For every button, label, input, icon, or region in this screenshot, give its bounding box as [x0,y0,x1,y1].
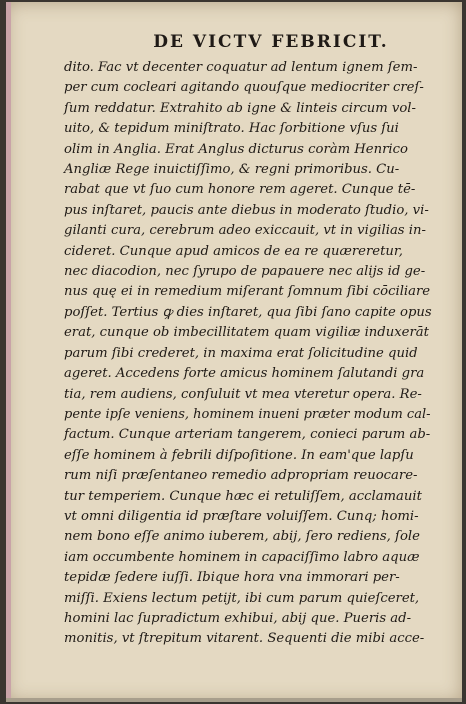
text-line: poſſet. Tertius ꝙ dies inſtaret, qua ſibi ſano capite opus [64,304,432,320]
text-line: iam occumbente hominem in capaciſſimo labro aquæ [64,549,420,565]
text-line: pente ipſe veniens, hominem inueni præter modum cal- [64,406,431,422]
text-line: eſſe hominem à febrili diſpoſitione. In eam'que lapſu [64,447,414,463]
text-line: rum niſi præſentaneo remedio adpropriam reuocare- [64,468,418,484]
text-line: tia, rem audiens, conſuluit vt mea vteretur opera. Re- [64,386,422,402]
text-line: tur temperiem. Cunque hæc ei retuliſſem, acclamauit [64,488,422,504]
text-line: cideret. Cunque apud amicos de ea re quæreretur, [64,243,403,259]
text-line: factum. Cunque arteriam tangerem, conieci parum ab- [64,427,431,443]
running-head: DE VICTV FEBRICIT. [153,32,389,52]
text-line: parum ſibi crederet, in maxima erat ſolicitudine quid [64,345,418,361]
text-line: nem bono eſſe animo iuberem, abij, ſero rediens, ſole [64,529,420,545]
text-line: pus inſtaret, paucis ante diebus in moderato ſtudio, vi- [64,202,429,218]
text-line: miſſi. Exiens lectum petijt, ibi cum parum quieſceret, [64,590,420,606]
text-line: ageret. Accedens forte amicus hominem ſalutandi gra [64,366,425,382]
text-line: uito, & tepidum miniſtrato. Hac ſorbitione vſus ſui [64,121,399,137]
page-edge-left [6,2,11,702]
book-page [6,2,462,702]
text-line: dito. Fac vt decenter coquatur ad lentum ignem ſem- [64,60,418,75]
text-line: tepidæ ſedere iuſſi. Ibique hora vna immorari per- [64,570,400,586]
body-text [64,58,434,650]
text-line: olim in Anglia. Erat Anglus dicturus coràm Henrico [64,141,408,157]
page-edge-bottom [6,698,462,702]
text-line: rabat que vt ſuo cum honore rem ageret. Cunque tē- [64,182,416,198]
text-line: ſum reddatur. Extrahito ab igne & linteis circum vol- [64,100,416,116]
text-line: gilanti cura, cerebrum adeo exiccauit, vt in vigilias in- [64,223,426,239]
text-line: homini lac ſupradictum exhibui, abij que. Pueris ad- [64,610,412,626]
text-line: per cum cocleari agitando quouſque mediocriter creſ- [64,80,424,96]
text-line: monitis, vt ſtrepitum vitarent. Sequenti die mibi acce- [64,631,425,647]
text-line: erat, cunque ob imbecillitatem quam vigiliæ induxerāt [64,325,429,341]
text-line: vt omni diligentia id præſtare voluiſſem. Cunq; homi- [64,508,419,524]
text-line: nus quę ei in remedium miſerant ſomnum ſibi cōciliare [64,284,431,300]
text-line: nec diacodion, nec ſyrupo de papauere nec alijs id ge- [64,264,426,280]
text-line: Angliæ Rege inuictiſſimo, & regni primoribus. Cu- [64,162,400,178]
